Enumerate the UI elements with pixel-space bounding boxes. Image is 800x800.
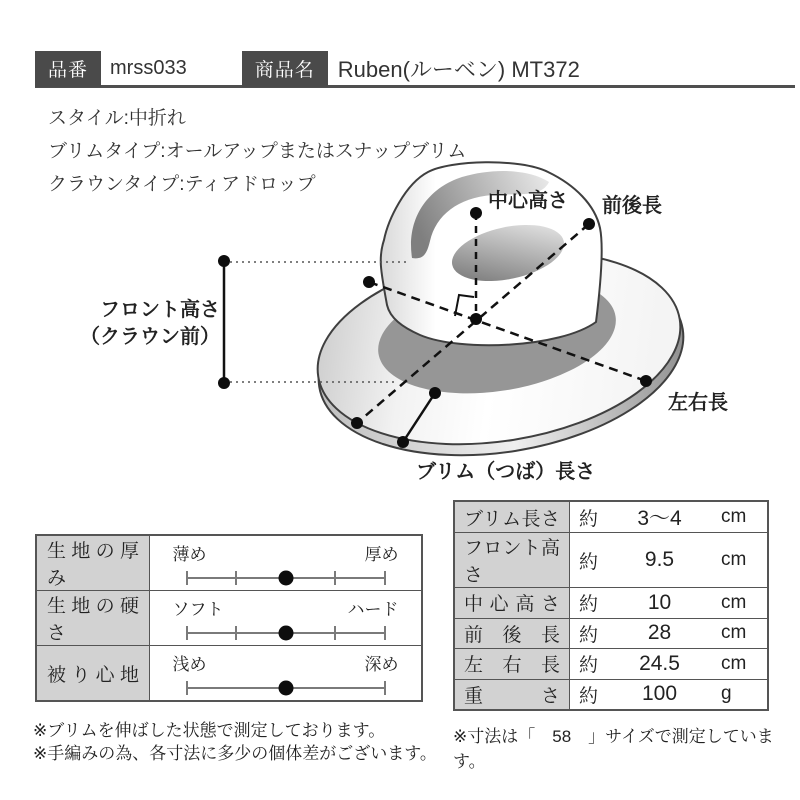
label-front-height-line2: （クラウン前） (80, 326, 220, 348)
slider-track (187, 624, 385, 642)
slider-max-label: 深め (364, 654, 399, 674)
size-value-cell (570, 502, 767, 532)
stiffness-slider (150, 591, 421, 645)
item-number-value: mrss033 (110, 57, 187, 79)
table-row (455, 533, 767, 588)
size-value: 24.5 (639, 651, 680, 675)
table-row (455, 588, 767, 619)
product-name-value: Ruben(ルーベン) MT372 (337, 57, 580, 82)
size-unit: cm (721, 652, 747, 674)
table-row (455, 649, 767, 680)
size-value: 28 (647, 621, 672, 645)
spec-crown-type: クラウンタイプ:ティアドロップ (48, 174, 316, 195)
attr-label-thickness: 生地の厚み (37, 536, 150, 590)
table-row (37, 536, 421, 591)
table-row (455, 680, 767, 710)
size-label-brim: ブリム長さ (455, 502, 570, 532)
slider-min-label: ソフト (172, 599, 224, 619)
size-label-front-back: 前後長 (455, 619, 570, 649)
label-center-height: 中心高さ (488, 190, 568, 212)
slider-dot (278, 625, 293, 640)
slider-dot (278, 680, 293, 695)
slider-dot (278, 570, 293, 585)
slider-track (187, 679, 385, 697)
size-value: 10 (647, 590, 672, 614)
size-value: 100 (641, 682, 678, 706)
approx-prefix: 約 (579, 551, 599, 573)
label-front-back-length: 前後長 (602, 195, 662, 217)
table-row (37, 591, 421, 646)
slider-min-label: 浅め (172, 654, 207, 674)
footnote-handmade: ※手編みの為、各寸法に多少の個体差がございます。 (33, 744, 437, 763)
size-value: 9.5 (644, 548, 675, 571)
size-label-left-right: 左右長 (455, 649, 570, 679)
spec-style: スタイル:中折れ (48, 108, 186, 129)
approx-prefix: 約 (579, 685, 599, 707)
size-value-cell (570, 533, 767, 587)
approx-prefix: 約 (579, 508, 599, 530)
thickness-slider (150, 536, 421, 590)
size-value: 3～4 (637, 507, 682, 530)
size-unit: cm (721, 591, 747, 613)
label-front-height-line1: フロント高さ (100, 299, 220, 321)
approx-prefix: 約 (579, 655, 599, 677)
slider-min-label: 薄め (172, 544, 207, 564)
size-value-cell (570, 649, 767, 679)
footnote-size-basis: ※寸法は「 58 」サイズで測定しています。 (453, 727, 774, 771)
header (35, 52, 795, 88)
slider-max-label: 厚め (364, 544, 399, 564)
footnote-brim: ※ブリムを伸ばした状態で測定しております。 (33, 721, 386, 740)
size-label-weight: 重さ (455, 680, 570, 710)
item-number-badge: 品番 (35, 51, 101, 87)
footnotes-left (33, 719, 437, 765)
size-value-cell (570, 680, 767, 710)
slider-track (187, 569, 385, 587)
label-brim-length: ブリム（つば）長さ (416, 461, 596, 483)
approx-prefix: 約 (579, 624, 599, 646)
product-name-badge: 商品名 (242, 51, 328, 87)
attribute-table (35, 534, 423, 702)
size-unit: cm (721, 549, 747, 570)
fit-slider (150, 646, 421, 700)
size-label-front-height: フロント高さ (455, 533, 570, 587)
size-unit: cm (721, 506, 747, 527)
attr-label-fit: 被り心地 (37, 646, 150, 700)
attr-label-stiffness: 生地の硬さ (37, 591, 150, 645)
size-unit: cm (721, 622, 747, 644)
approx-prefix: 約 (579, 594, 599, 616)
size-value-cell (570, 619, 767, 649)
size-label-center-height: 中心高さ (455, 588, 570, 618)
size-value-cell (570, 588, 767, 618)
size-unit: g (721, 683, 732, 705)
label-left-right-length: 左右長 (668, 392, 728, 414)
table-row (455, 502, 767, 533)
spec-brim-type: ブリムタイプ:オールアップまたはスナップブリム (48, 141, 467, 162)
table-row (455, 619, 767, 650)
slider-max-label: ハード (347, 599, 399, 619)
hat-measurement-diagram (0, 155, 800, 495)
size-table (453, 500, 769, 711)
table-row (37, 646, 421, 700)
